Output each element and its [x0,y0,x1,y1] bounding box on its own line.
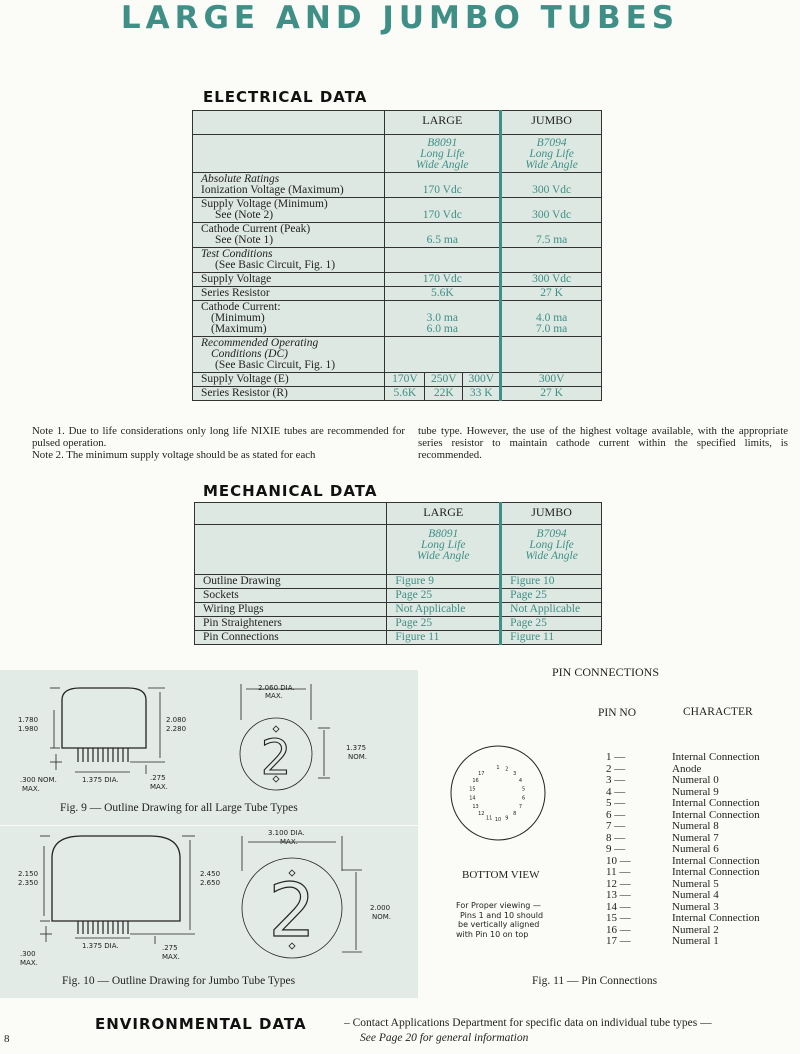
pin-number: 8 — [606,831,626,844]
electrical-table [192,110,602,401]
fig10-side: 2.000 [370,904,391,912]
mech-large: Page 25 [387,617,501,631]
table-row [193,198,602,223]
ion-jumbo: 300 Vdc [501,173,602,198]
pin-number: 4 — [606,785,626,798]
pin-character: Numeral 3 [672,900,719,913]
pin-number: 3 — [606,774,626,786]
fig10-caption: Fig. 10 — Outline Drawing for Jumbo Tube Types [62,975,296,987]
pin-number: 14 — [606,900,631,913]
list-item [596,798,796,810]
mech-col-large: LARGE [387,503,501,525]
fig9-pin-max: MAX. [150,783,168,791]
fig9-top-max: MAX. [265,692,283,700]
pins-col-char: CHARACTER [683,706,753,718]
series-r-jumbo: 27 K [501,387,602,401]
mechanical-heading: MECHANICAL DATA [203,482,378,500]
jumbo-model: B7094 [536,137,567,149]
pin-number: 10 — [606,854,631,867]
rec-op2: Conditions (DC) [211,348,288,360]
pin-ring-label: 11 [485,815,493,822]
fig10-top-dia: 3.100 DIA. [268,829,305,837]
supply-min-large: 170 Vdc [385,198,501,223]
mech-large: Figure 11 [387,631,501,645]
table-row [193,223,602,248]
cathode-min-jumbo: 4.0 ma [535,312,568,324]
fig10-h3: 2.450 [200,870,221,878]
pin-number: 12 — [606,877,631,890]
list-item [596,936,796,948]
cathode-peak-note: See (Note 1) [215,234,274,246]
cathode-min: (Minimum) [211,312,265,324]
supply-e-250: 250V [425,373,463,387]
cathode-min-large: 3.0 ma [426,312,458,324]
instr-line: For Proper viewing — [456,901,541,910]
page-title: LARGE AND JUMBO TUBES [120,0,680,36]
ion-voltage: Ionization Voltage (Maximum) [201,184,344,196]
mech-large-angle: Wide Angle [417,550,470,562]
fig10-pin-max: MAX. [162,953,180,961]
pin-character: Internal Connection [672,808,760,821]
pin-ring-label: 3 [513,771,517,778]
fig9-top-dia: 2.060 DIA. [258,684,295,692]
supply-jumbo: 300 Vdc [501,273,602,287]
electrical-heading: ELECTRICAL DATA [203,88,368,106]
mech-large: Not Applicable [387,603,501,617]
table-row [195,525,602,575]
instr-line: be vertically aligned [458,920,540,929]
note-1: Note 1. Due to life considerations only long life NIXIE tubes are recommended for pulsed operation. [32,425,405,449]
pin-character: Internal Connection [672,751,760,763]
fig10-top-max: MAX. [280,838,298,846]
pin-ring-label: 8 [513,810,517,817]
table-row [193,173,602,198]
mech-jumbo-model: B7094 [536,528,567,540]
supply-min-jumbo: 300 Vdc [501,198,602,223]
instr-line: Pins 1 and 10 should [460,910,544,920]
list-item [596,821,796,833]
mech-jumbo-angle: Wide Angle [525,550,578,562]
series-r: Series Resistor (R) [193,387,385,401]
table-row [193,337,602,373]
pin-character: Internal Connection [672,866,760,878]
series-large: 5.6K [385,287,501,301]
fig10-panel [0,826,418,998]
series-r-5-6k: 5.6K [385,387,425,401]
mech-large: Page 25 [387,589,501,603]
table-row [193,111,602,135]
fig9-max: MAX. [22,785,40,793]
note-2: Note 2. The minimum supply voltage should be as stated for each [32,449,316,461]
table-row [193,387,602,401]
list-item [596,775,796,787]
fig9-digit: 2 [260,730,292,786]
table-row [193,135,602,173]
list-item [596,752,796,764]
fig9-h1: 1.780 [18,716,39,724]
pin-number: 1 — [606,751,626,763]
mech-jumbo: Not Applicable [501,603,602,617]
mech-label: Sockets [195,589,387,603]
fig10-digit: 2 [268,868,316,954]
pin-number: 15 — [606,912,631,924]
pin-character: Numeral 8 [672,820,719,832]
pin-character: Numeral 7 [672,831,719,844]
cathode-current: Cathode Current: [201,301,281,313]
supply-min-note: See (Note 2) [215,209,274,221]
pin-character: Numeral 1 [672,935,719,947]
fig10-h2: 2.350 [18,879,39,887]
environmental-text2: See Page 20 for general information [360,1032,529,1044]
table-row [195,617,602,631]
list-item [596,913,796,925]
fig10-dia: 1.375 DIA. [82,942,119,950]
fig10-nom: .300 [20,950,36,958]
pin-ring-label: 10 [494,817,502,823]
col-jumbo: JUMBO [501,111,602,135]
list-item [596,867,796,879]
table-row [195,503,602,525]
large-life: Long Life [420,148,465,160]
fig10-h1: 2.150 [18,870,39,878]
pin-instructions [456,901,543,939]
mech-label: Wiring Plugs [195,603,387,617]
mech-jumbo: Figure 11 [501,631,602,645]
pin-number: 6 — [606,808,626,821]
pin-ring-label: 2 [505,766,509,773]
jumbo-life: Long Life [529,148,574,160]
environmental-text: – Contact Applications Department for specific data on individual tube types — [344,1017,712,1029]
pin-ring-label: 17 [478,771,485,778]
mech-col-jumbo: JUMBO [501,503,602,525]
pin-character: Numeral 0 [672,774,719,786]
rec-op-note: (See Basic Circuit, Fig. 1) [215,359,336,371]
fig10-side-nom: NOM. [372,913,392,921]
table-row [193,287,602,301]
supply-voltage: Supply Voltage [193,273,385,287]
mech-large-life: Long Life [421,539,466,551]
pin-character: Internal Connection [672,797,760,809]
large-model: B8091 [427,137,458,149]
abs-ratings: Absolute Ratings [201,173,280,185]
pin-character: Anode [672,762,702,775]
pin-character: Numeral 9 [672,785,719,798]
fig9-caption: Fig. 9 — Outline Drawing for all Large Tube Types [60,802,298,814]
mech-label: Pin Connections [195,631,387,645]
pin-ring-label: 15 [469,786,476,793]
mech-jumbo: Page 25 [501,589,602,603]
pin-character: Internal Connection [672,912,760,924]
pins-col-no: PIN NO [598,707,637,719]
cathode-max-large: 6.0 ma [426,323,458,335]
pin-number: 11 — [606,866,631,878]
supply-e: Supply Voltage (E) [193,373,385,387]
environmental-heading: ENVIRONMENTAL DATA [95,1015,307,1033]
large-angle: Wide Angle [416,159,469,171]
supply-e-jumbo: 300V [501,373,602,387]
mech-jumbo: Page 25 [501,617,602,631]
mech-jumbo: Figure 10 [501,575,602,589]
cathode-peak: Cathode Current (Peak) [201,223,311,235]
series-r-33k: 33 K [463,387,501,401]
pin-character: Numeral 2 [672,923,719,936]
series-jumbo: 27 K [501,287,602,301]
table-row [195,603,602,617]
fig10-drawing [0,826,418,998]
list-item [596,844,796,856]
fig9-pin: .275 [150,774,166,782]
table-row [195,575,602,589]
pin-ring-label: 4 [518,778,523,784]
cathode-max-jumbo: 7.0 ma [535,323,568,335]
pin-ring-label: 6 [522,795,526,802]
pin-ring-label: 13 [472,804,479,810]
pin-ring-label: 12 [478,810,485,817]
page-number: 8 [4,1033,10,1045]
cathode-max: (Maximum) [211,323,267,335]
table-row [193,373,602,387]
list-item [596,890,796,902]
pin-ring-label: 14 [469,795,476,802]
fig9-dia: 1.375 DIA. [82,776,119,784]
pin-number: 2 — [606,762,626,775]
mech-label: Outline Drawing [195,575,387,589]
notes-left [20,425,405,461]
fig10-h4: 2.650 [200,879,221,887]
fig9-nom: .300 NOM. [20,776,57,784]
mech-jumbo-life: Long Life [529,539,574,551]
fig9-side-nom: NOM. [348,753,368,761]
pin-ring-label: 1 [496,765,500,771]
supply-e-170: 170V [385,373,425,387]
pin-ring-label: 5 [522,786,526,793]
pin-number: 7 — [606,820,626,832]
pin-base-drawing [448,743,548,843]
fig9-h4: 2.280 [166,725,187,733]
mech-label: Pin Straighteners [195,617,387,631]
fig11-caption: Fig. 11 — Pin Connections [532,975,658,987]
cathode-peak-jumbo: 7.5 ma [501,223,602,248]
table-row [193,273,602,287]
pin-ring-label: 16 [472,778,479,784]
pins-heading: PIN CONNECTIONS [552,665,660,679]
fig10-pin: .275 [162,944,178,952]
table-row [195,631,602,645]
pin-character: Numeral 5 [672,877,719,890]
pin-number: 16 — [606,923,631,936]
fig9-side: 1.375 [346,744,367,752]
pin-number: 9 — [606,843,626,855]
cathode-peak-large: 6.5 ma [385,223,501,248]
rec-op: Recommended Operating [201,337,319,349]
table-row [193,248,602,273]
pin-ring-label: 7 [518,804,523,810]
table-row [193,301,602,337]
fig9-h3: 2.080 [166,716,187,724]
ion-large: 170 Vdc [385,173,501,198]
pin-ring-label: 9 [505,815,509,822]
supply-min: Supply Voltage (Minimum) [201,198,328,210]
pin-character: Internal Connection [672,854,760,867]
fig9-h2: 1.980 [18,725,39,733]
jumbo-angle: Wide Angle [525,159,578,171]
instr-line: with Pin 10 on top [456,929,529,939]
mech-large-model: B8091 [428,528,459,540]
pin-table [596,752,796,948]
test-conditions: Test Conditions [201,248,273,260]
bottom-view-label: BOTTOM VIEW [462,869,540,881]
series-r-22k: 22K [425,387,463,401]
pin-number: 17 — [606,935,631,947]
fig9-panel [0,670,418,825]
pin-number: 13 — [606,889,631,901]
fig10-max: MAX. [20,959,38,967]
series-resistor: Series Resistor [193,287,385,301]
pin-character: Numeral 6 [672,843,719,855]
pin-number: 5 — [606,797,626,809]
test-conditions-note: (See Basic Circuit, Fig. 1) [215,259,336,271]
col-large: LARGE [385,111,501,135]
pin-character: Numeral 4 [672,889,719,901]
supply-e-300: 300V [463,373,501,387]
mechanical-table [194,502,602,645]
note-2-cont: tube type. However, the use of the highest voltage available, with the appropriate series resistor to maintain cathode current within the specified limits, is recommended. [418,425,788,461]
mech-large: Figure 9 [387,575,501,589]
supply-large: 170 Vdc [385,273,501,287]
table-row [195,589,602,603]
